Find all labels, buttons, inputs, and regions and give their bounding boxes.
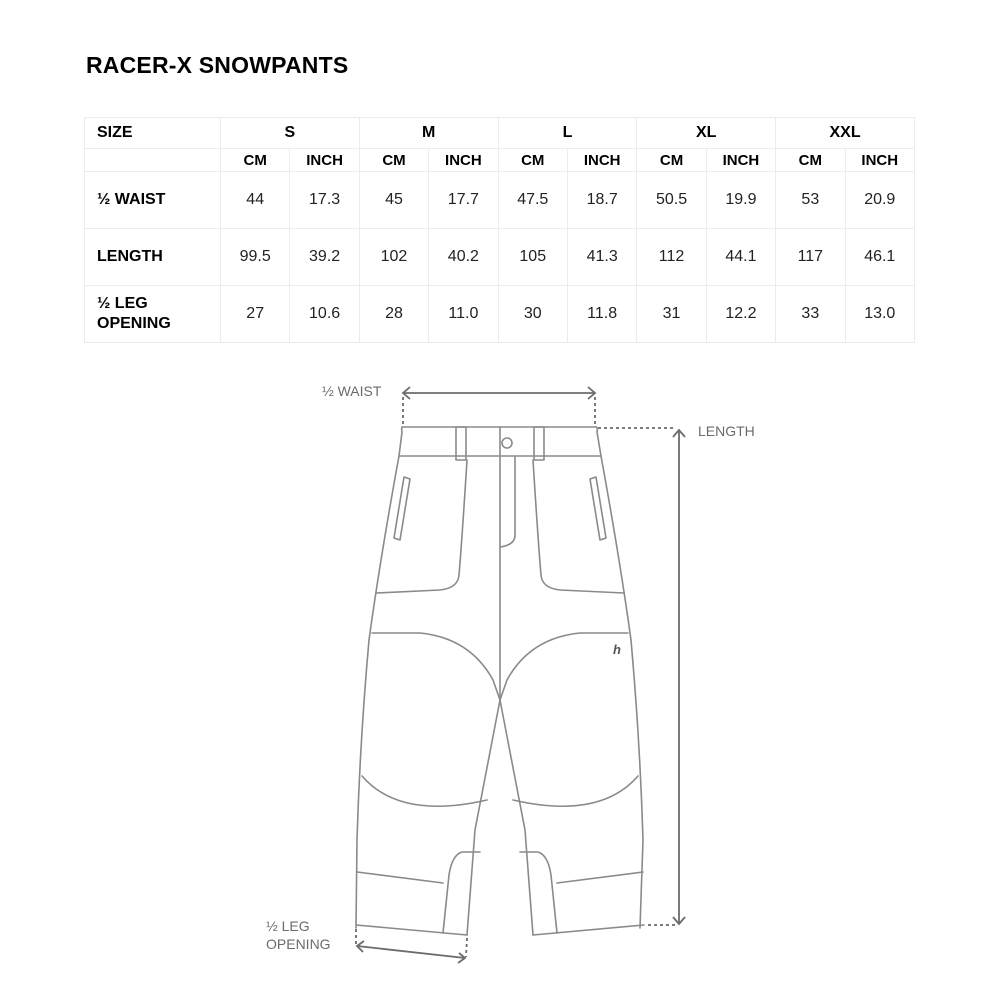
- cell: 45: [359, 172, 428, 229]
- unit-inch: INCH: [429, 149, 498, 172]
- leg-opening-measure-label: [266, 917, 331, 953]
- table-row-length: [85, 229, 915, 286]
- row-label-line1: ½ LEG: [97, 295, 148, 312]
- leg-opening-label-line1: ½ LEG: [266, 918, 310, 934]
- cell: 105: [498, 229, 567, 286]
- cell: 17.3: [290, 172, 359, 229]
- length-measure-arrow-icon: [598, 428, 685, 925]
- unit-cm: CM: [498, 149, 567, 172]
- cell: 17.7: [429, 172, 498, 229]
- size-s: S: [221, 118, 360, 149]
- table-row-leg-opening: [85, 286, 915, 343]
- cell: 11.8: [567, 286, 636, 343]
- cell: 39.2: [290, 229, 359, 286]
- cell: 99.5: [221, 229, 290, 286]
- cell: 41.3: [567, 229, 636, 286]
- cell: 40.2: [429, 229, 498, 286]
- row-label-leg-opening: [85, 286, 221, 343]
- row-label-length: LENGTH: [85, 229, 221, 286]
- waist-measure-arrow-icon: [403, 387, 595, 426]
- unit-inch: INCH: [290, 149, 359, 172]
- cell: 11.0: [429, 286, 498, 343]
- size-l: L: [498, 118, 637, 149]
- size-xl: XL: [637, 118, 776, 149]
- cell: 46.1: [845, 229, 914, 286]
- cell: 12.2: [706, 286, 775, 343]
- row-label-waist: ½ WAIST: [85, 172, 221, 229]
- waist-measure-label: ½ WAIST: [322, 383, 382, 399]
- size-chart-table: [84, 117, 915, 343]
- unit-inch: INCH: [845, 149, 914, 172]
- cell: 28: [359, 286, 428, 343]
- table-row-waist: [85, 172, 915, 229]
- unit-header-row: [85, 149, 915, 172]
- size-xxl: XXL: [776, 118, 915, 149]
- empty-cell: [85, 149, 221, 172]
- pants-outline-icon: [356, 427, 644, 935]
- cell: 31: [637, 286, 706, 343]
- page-title: RACER-X SNOWPANTS: [86, 52, 349, 78]
- unit-cm: CM: [359, 149, 428, 172]
- leg-opening-measure-arrow-icon: [356, 929, 467, 963]
- size-header-row: [85, 118, 915, 149]
- cell: 102: [359, 229, 428, 286]
- size-label: SIZE: [85, 118, 221, 149]
- cell: 44: [221, 172, 290, 229]
- unit-inch: INCH: [567, 149, 636, 172]
- cell: 10.6: [290, 286, 359, 343]
- length-measure-label: LENGTH: [698, 423, 755, 439]
- unit-cm: CM: [637, 149, 706, 172]
- cell: 117: [776, 229, 845, 286]
- cell: 18.7: [567, 172, 636, 229]
- cell: 27: [221, 286, 290, 343]
- cell: 50.5: [637, 172, 706, 229]
- cell: 33: [776, 286, 845, 343]
- cell: 30: [498, 286, 567, 343]
- unit-cm: CM: [221, 149, 290, 172]
- row-label-line2: OPENING: [97, 315, 171, 332]
- unit-cm: CM: [776, 149, 845, 172]
- size-m: M: [359, 118, 498, 149]
- cell: 112: [637, 229, 706, 286]
- cell: 19.9: [706, 172, 775, 229]
- cell: 13.0: [845, 286, 914, 343]
- leg-opening-label-line2: OPENING: [266, 936, 331, 952]
- cell: 47.5: [498, 172, 567, 229]
- unit-inch: INCH: [706, 149, 775, 172]
- cell: 20.9: [845, 172, 914, 229]
- cell: 53: [776, 172, 845, 229]
- svg-text:h: h: [613, 642, 621, 657]
- cell: 44.1: [706, 229, 775, 286]
